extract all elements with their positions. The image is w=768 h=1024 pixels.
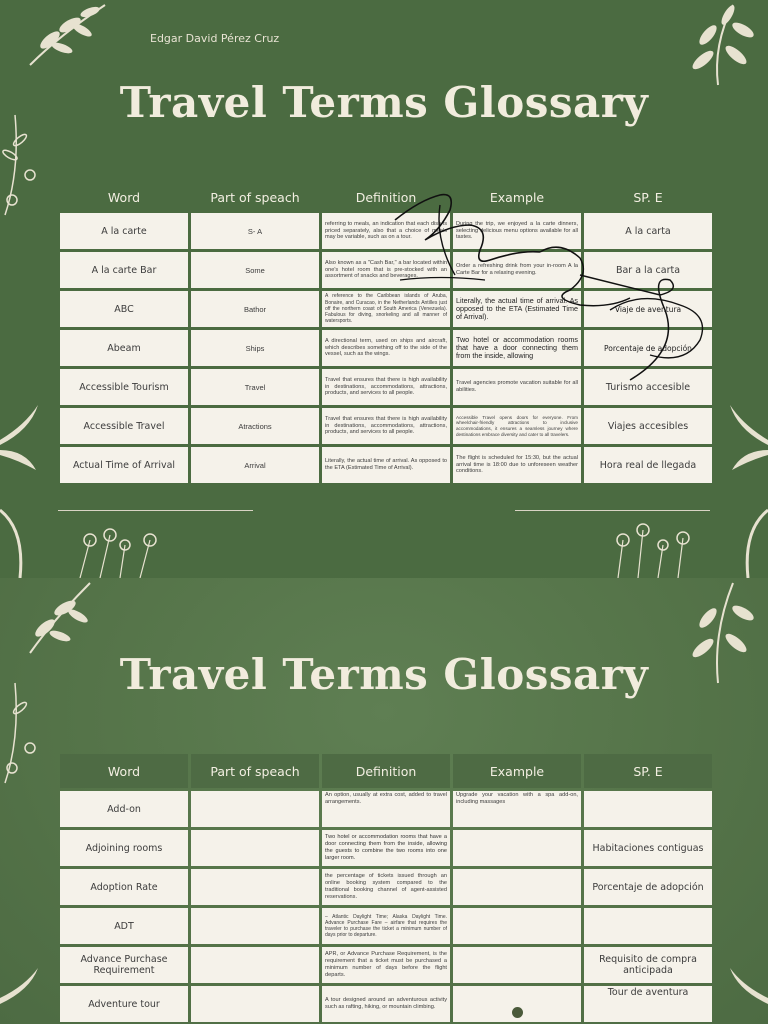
cell-definition: Literally, the actual time of arrival. As opposed to the ETA (Estimated Time of Arrival). [322, 447, 450, 483]
cell-spanish: Porcentaje de adopción [584, 869, 712, 905]
cell-part-of-speech: Atractions [191, 408, 319, 444]
cell-definition: Also known as a "Cash Bar," a bar located within one's hotel room that is pre-stocked with an assortment of snacks and beverages. [322, 252, 450, 288]
glossary-table [57, 751, 715, 1024]
table-row [60, 408, 712, 444]
cell-spanish: A la carta [584, 213, 712, 249]
table-row [60, 947, 712, 983]
cell-word: A la carte [60, 213, 188, 249]
page-title: Travel Terms Glossary [119, 650, 649, 699]
cell-word: Abeam [60, 330, 188, 366]
cell-definition: APR, or Advance Purchase Requirement, is the requirement that a ticket must be purchased a minimum number of days before the flight departs. [322, 947, 450, 983]
cell-definition: An option, usually at extra cost, added to travel arrangements. [322, 791, 450, 827]
cell-example: Literally, the actual time of arrival. As opposed to the ETA (Estimated Time of Arrival). [453, 291, 581, 327]
column-header-spanish: SP. E [584, 754, 712, 788]
leaf-icon [728, 968, 768, 1024]
leaf-branch-icon [658, 0, 768, 90]
table-row [60, 869, 712, 905]
table-row [60, 447, 712, 483]
cell-word: Advance Purchase Requirement [60, 947, 188, 983]
divider-line-right [515, 510, 710, 511]
cell-definition: Two hotel or accommodation rooms that have a door connecting them from the inside, allowing the guests to combine the two rooms into one larger room. [322, 830, 450, 866]
cell-example [453, 947, 581, 983]
signature-scribble [380, 180, 725, 390]
cell-definition: – Atlantic Daylight Time; Alaska Daylight Time. Advance Purchase Fare – airfare that requires the traveler to purchase the ticket a minimum number of days prior to departure. [322, 908, 450, 944]
cell-word: Adventure tour [60, 986, 188, 1022]
cell-example [453, 830, 581, 866]
cell-part-of-speech [191, 791, 319, 827]
leaf-icon [728, 405, 768, 475]
cell-spanish: Requisito de compra anticipada [584, 947, 712, 983]
cell-word: Adjoining rooms [60, 830, 188, 866]
cell-example: Order a refreshing drink from your in-room A la Carte Bar for a relaxing evening. [453, 252, 581, 288]
bullet-dot-icon [512, 1007, 523, 1018]
cell-part-of-speech [191, 830, 319, 866]
cell-example: The flight is scheduled for 15:30, but the actual arrival time is 18:00 due to unforeseen weather conditions. [453, 447, 581, 483]
cell-definition: A reference to the Caribbean islands of Aruba, Bonaire, and Curacao, in the Netherlands Antilles just off the northern coast of South America (Venezuela). Fabulous for diving, snorkeling and all manner of watersports. [322, 291, 450, 327]
cell-part-of-speech [191, 947, 319, 983]
cell-spanish: Habitaciones contiguas [584, 830, 712, 866]
cell-example: Two hotel or accommodation rooms that have a door connecting them from the inside, allowing [453, 330, 581, 366]
cell-example: Upgrade your vacation with a spa add-on, including massages [453, 791, 581, 827]
table-row [60, 986, 712, 1022]
cell-spanish: Hora real de llegada [584, 447, 712, 483]
cell-spanish: Tour de aventura [584, 986, 712, 1022]
table-row [60, 908, 712, 944]
cell-word: Accessible Travel [60, 408, 188, 444]
cell-spanish: Viaje de aventura [584, 291, 712, 327]
cell-definition: A tour designed around an adventurous activity such as rafting, hiking, or mountain climbing. [322, 986, 450, 1022]
cell-spanish: Bar a la carta [584, 252, 712, 288]
cell-part-of-speech: Travel [191, 369, 319, 405]
cell-word: Adoption Rate [60, 869, 188, 905]
page-title: Travel Terms Glossary [119, 78, 649, 127]
cell-word: ADT [60, 908, 188, 944]
cell-part-of-speech: S- A [191, 213, 319, 249]
column-header-spanish: SP. E [633, 190, 663, 205]
leaf-icon [0, 405, 40, 475]
cell-definition: Travel that ensures that there is high availability in destinations, accommodations, attractions, products, and services to all people. [322, 369, 450, 405]
cell-part-of-speech: Bathor [191, 291, 319, 327]
cell-word: Accessible Tourism [60, 369, 188, 405]
leaf-branch-icon [20, 0, 110, 70]
cell-definition: Travel that ensures that there is high availability in destinations, accommodations, attractions, products, and services to all people. [322, 408, 450, 444]
glossary-page-2 [0, 578, 768, 1024]
cell-part-of-speech [191, 908, 319, 944]
column-header-example: Example [453, 754, 581, 788]
leaf-icon [0, 968, 40, 1024]
cell-spanish: Viajes accesibles [584, 408, 712, 444]
table-row [60, 830, 712, 866]
column-header-example: Example [489, 190, 545, 205]
cell-part-of-speech: Some [191, 252, 319, 288]
cell-spanish: Turismo accesible [584, 369, 712, 405]
cell-spanish: Porcentaje de adopción [584, 330, 712, 366]
cell-word: ABC [60, 291, 188, 327]
cell-part-of-speech: Ships [191, 330, 319, 366]
divider-line-left [58, 510, 253, 511]
table-header-row [60, 754, 712, 788]
cell-part-of-speech [191, 986, 319, 1022]
column-header-part-of-speech: Part of speach [191, 754, 319, 788]
cell-spanish [584, 791, 712, 827]
column-header-part-of-speech: Part of speach [210, 190, 300, 205]
cell-example: During the trip, we enjoyed a la carte dinners, selecting delicious menu options available for all tastes. [453, 213, 581, 249]
cell-example [453, 986, 581, 1022]
column-header-definition: Definition [355, 190, 417, 205]
cell-part-of-speech [191, 869, 319, 905]
column-header-word: Word [60, 754, 188, 788]
cell-example [453, 908, 581, 944]
leaf-branch-icon [20, 578, 110, 658]
cell-word: Add-on [60, 791, 188, 827]
cell-word: Actual Time of Arrival [60, 447, 188, 483]
author-name: Edgar David Pérez Cruz [150, 32, 280, 45]
cell-definition: the percentage of tickets issued through an online booking system compared to the traditional booking channel of agent-assisted reservations. [322, 869, 450, 905]
cell-example: Accessible Travel opens doors for everyone. From wheelchair-friendly attractions to inclusive accommodations, it ensures a seamless journey where destinations embrace diversity and cater to all travelers. [453, 408, 581, 444]
cell-example: Travel agencies promote vacation suitable for all abilities. [453, 369, 581, 405]
table-row [60, 791, 712, 827]
cell-word: A la carte Bar [60, 252, 188, 288]
wildflowers-icon [0, 500, 170, 578]
cell-definition: A directional term, used on ships and aircraft, which describes something off to the side of the vessel, such as the wings. [322, 330, 450, 366]
cell-definition: referring to meals, an indication that each dish is priced separately, also that a choice of meals may be variable, such as on a tour. [322, 213, 450, 249]
wildflowers-icon [598, 500, 768, 578]
column-header-word: Word [107, 190, 141, 205]
cell-example [453, 869, 581, 905]
cell-spanish [584, 908, 712, 944]
cell-part-of-speech: Arrival [191, 447, 319, 483]
column-header-definition: Definition [322, 754, 450, 788]
